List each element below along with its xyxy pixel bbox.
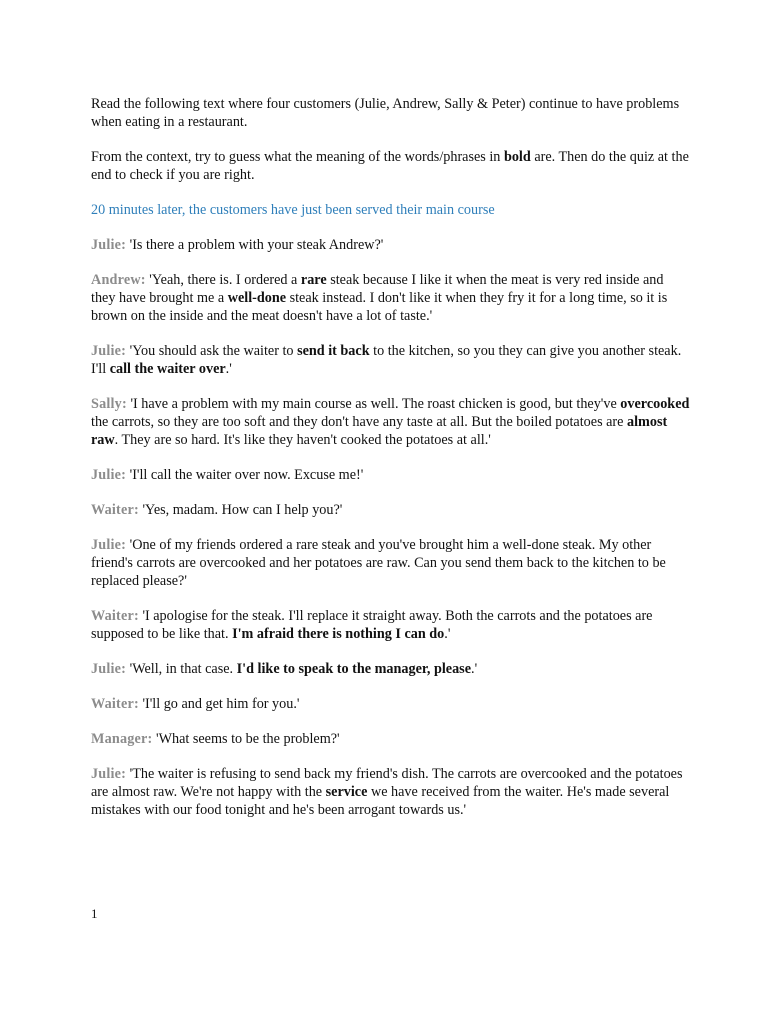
dialogue-line <box>91 730 691 748</box>
dialogue-text: to the kitchen, so you they can give you another steak. I'll <box>91 343 682 377</box>
instructions-bold-word: bold <box>503 149 531 165</box>
section-heading: 20 minutes later, the customers have just been served their main course <box>91 202 495 218</box>
page-number: 1 <box>91 906 98 921</box>
dialogue <box>91 236 691 819</box>
dialogue-line <box>91 607 691 643</box>
intro-paragraph: Read the following text where four customers (Julie, Andrew, Sally & Peter) continue to have problems when eating in a restaurant. <box>91 96 680 130</box>
dialogue-text: 'One of my friends ordered a rare steak and you've brought him a well-done steak. My other friend's carrots are overcooked and her potatoes are raw. Can you send them back to the kitchen to be replaced please?' <box>91 537 666 589</box>
speaker-name: Sally: <box>91 396 127 412</box>
dialogue-line <box>91 466 691 484</box>
dialogue-text: 'What seems to be the problem?' <box>152 731 340 747</box>
dialogue-text: 'You should ask the waiter to <box>126 343 298 359</box>
speaker-name: Julie: <box>91 766 127 782</box>
bold-vocabulary-phrase: service <box>325 784 368 800</box>
document-body <box>91 95 691 836</box>
speaker-name: Julie: <box>91 537 127 553</box>
dialogue-line <box>91 342 691 378</box>
dialogue-text: . They are so hard. It's like they haven't cooked the potatoes at all.' <box>114 432 491 448</box>
dialogue-line <box>91 536 691 590</box>
speaker-name: Julie: <box>91 343 127 359</box>
dialogue-text: .' <box>471 661 478 677</box>
speaker-name: Waiter: <box>91 502 139 518</box>
bold-vocabulary-phrase: well-done <box>227 290 287 306</box>
dialogue-text: 'I apologise for the steak. I'll replace it straight away. Both the carrots and the potatoes are supposed to be like that. <box>91 608 653 642</box>
dialogue-line <box>91 765 691 819</box>
bold-vocabulary-phrase: overcooked <box>620 396 690 412</box>
dialogue-text: 'Yeah, there is. I ordered a <box>145 272 301 288</box>
bold-vocabulary-phrase: I'm afraid there is nothing I can do <box>232 626 445 642</box>
bold-vocabulary-phrase: send it back <box>297 343 370 359</box>
bold-vocabulary-phrase: rare <box>300 272 327 288</box>
speaker-name: Waiter: <box>91 696 139 712</box>
dialogue-line <box>91 271 691 325</box>
dialogue-line <box>91 660 691 678</box>
speaker-name: Waiter: <box>91 608 139 624</box>
dialogue-text: steak instead. I don't like it when they fry it for a long time, so it is brown on the inside and the meat doesn't have a lot of taste.' <box>91 290 668 324</box>
bold-vocabulary-phrase: almost raw <box>91 414 668 448</box>
dialogue-line <box>91 695 691 713</box>
speaker-name: Andrew: <box>91 272 146 288</box>
dialogue-text: 'Well, in that case. <box>126 661 237 677</box>
dialogue-line <box>91 236 691 254</box>
bold-vocabulary-phrase: I'd like to speak to the manager, please <box>236 661 472 677</box>
dialogue-text: the carrots, so they are too soft and they don't have any taste at all. But the boiled potatoes are <box>91 414 628 430</box>
instructions-paragraph <box>91 148 691 184</box>
dialogue-text: steak because I like it when the meat is very red inside and they have brought me a <box>91 272 664 306</box>
dialogue-text: 'I have a problem with my main course as well. The roast chicken is good, but they've <box>126 396 621 412</box>
dialogue-line <box>91 501 691 519</box>
dialogue-text: 'Yes, madam. How can I help you?' <box>138 502 343 518</box>
dialogue-text: 'I'll call the waiter over now. Excuse me!' <box>126 467 364 483</box>
dialogue-text: .' <box>225 361 232 377</box>
speaker-name: Manager: <box>91 731 153 747</box>
instructions-text-end: are. Then do the quiz at the end to check if you are right. <box>91 149 689 183</box>
dialogue-text: 'Is there a problem with your steak Andrew?' <box>126 237 384 253</box>
speaker-name: Julie: <box>91 661 127 677</box>
dialogue-text: .' <box>444 626 451 642</box>
bold-vocabulary-phrase: call the waiter over <box>109 361 226 377</box>
speaker-name: Julie: <box>91 237 127 253</box>
dialogue-line <box>91 395 691 449</box>
dialogue-text: we have received from the waiter. He's made several mistakes with our food tonight and he's been arrogant towards us.' <box>91 784 670 818</box>
instructions-text: From the context, try to guess what the meaning of the words/phrases in <box>91 149 504 165</box>
dialogue-text: 'The waiter is refusing to send back my friend's dish. The carrots are overcooked and the potatoes are almost raw. We're not happy with the <box>91 766 683 800</box>
speaker-name: Julie: <box>91 467 127 483</box>
dialogue-text: 'I'll go and get him for you.' <box>138 696 300 712</box>
